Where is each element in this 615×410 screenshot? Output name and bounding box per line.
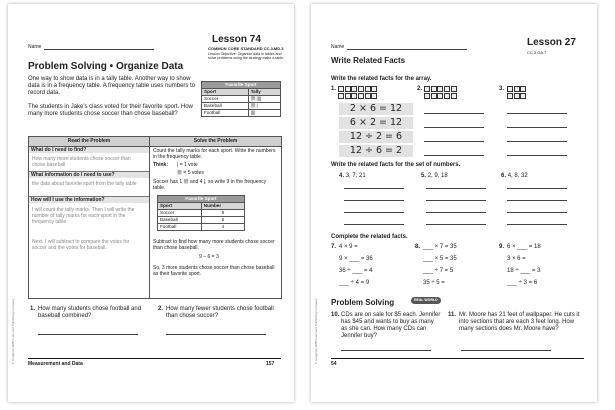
tally-table-title: Favorite Sport xyxy=(202,82,281,89)
footer-rule xyxy=(28,358,281,359)
tally-row-value: 卌 |||| xyxy=(248,96,280,103)
problem-9-number: 9. xyxy=(499,244,505,250)
tally-row-sport: Soccer xyxy=(202,96,249,103)
read-solve-table xyxy=(28,136,282,299)
problem-11-number: 11. xyxy=(448,312,457,318)
freq-row-sport: Baseball xyxy=(158,217,202,224)
answer-line[interactable] xyxy=(507,127,567,128)
fact-line: 6 × ___ = 18 xyxy=(507,244,541,250)
answer-line[interactable] xyxy=(426,212,486,213)
fact-line: ___ ÷ 4 = 9 xyxy=(339,280,370,286)
fact-line: ___ × 5 = 35 xyxy=(423,256,457,262)
footer-unit: Measurement and Data xyxy=(28,361,83,367)
answer-line[interactable] xyxy=(426,188,486,189)
fact-2: 6 × 2 = 12 xyxy=(339,117,413,129)
frequency-table xyxy=(157,195,245,231)
answer-line[interactable] xyxy=(424,155,484,156)
set-5-label xyxy=(421,173,448,180)
tally-row-sport: Baseball xyxy=(202,103,249,110)
fact-line: ___ ÷ 3 = 6 xyxy=(507,280,538,286)
answer-use-next: Next, I will subtract to compare the votes for soccer and the votes for baseball. xyxy=(32,239,130,251)
problem-2-number: 2. xyxy=(417,86,423,92)
answer-line[interactable] xyxy=(507,212,567,213)
answer-line[interactable] xyxy=(507,155,567,156)
fact-line: 4 × 9 = xyxy=(339,244,358,250)
standard-code: CC.3.OA.7 xyxy=(527,50,547,55)
problem-2-answer-line[interactable] xyxy=(166,334,266,335)
answer-line[interactable] xyxy=(344,188,404,189)
problem-7-number: 7. xyxy=(331,244,337,250)
freq-table-title: Favorite Sport xyxy=(158,196,245,203)
lesson-number: Lesson 27 xyxy=(527,37,576,48)
tally-row-value: |||| xyxy=(248,110,280,117)
freq-header-sport: Sport xyxy=(158,203,202,210)
think-one-vote: | = 1 vote xyxy=(177,162,198,168)
fact-line: ___ ÷ 7 = 5 xyxy=(423,268,454,274)
freq-row-sport: Soccer xyxy=(158,210,202,217)
answer-line[interactable] xyxy=(426,200,486,201)
problem-2-number: 2. xyxy=(158,306,164,312)
set-numbers: 4, 8, 32 xyxy=(507,173,528,179)
answer-use: I will count the tally marks. Then I will write the number of tally marks for each sport in the frequency table. xyxy=(32,207,135,225)
real-world-badge: REAL WORLD xyxy=(411,297,441,304)
left-worksheet-page xyxy=(8,4,294,402)
freq-header-number: Number xyxy=(201,203,244,210)
array-2x5 xyxy=(424,86,457,99)
freq-row-number: 4 xyxy=(201,224,244,231)
problem-3-number: 3. xyxy=(499,86,505,92)
instruction-sets: Write the related facts for the set of numbers. xyxy=(331,162,461,168)
name-line[interactable] xyxy=(44,49,154,50)
tally-header-tally: Tally xyxy=(248,89,280,96)
fact-line: ___ × 7 = 35 xyxy=(423,244,457,250)
freq-row-sport: Football xyxy=(158,224,202,231)
problem-1-text: How many students chose football and baseball combined? xyxy=(38,306,142,319)
footer-rule xyxy=(331,358,584,359)
answer-line[interactable] xyxy=(424,141,484,142)
set-number: 6. xyxy=(501,173,507,179)
problem-8-number: 8. xyxy=(415,244,421,250)
problem-11-answer-line[interactable] xyxy=(461,350,551,351)
question-info: What information do I need to use? xyxy=(29,172,149,178)
answer-line[interactable] xyxy=(344,224,404,225)
copyright: © Houghton Mifflin Harcourt Publishing Company xyxy=(11,298,15,364)
set-numbers: 2, 9, 18 xyxy=(427,173,448,179)
answer-line[interactable] xyxy=(507,113,567,114)
fact-1: 2 × 6 = 12 xyxy=(339,103,413,115)
tally-header-sport: Sport xyxy=(202,89,249,96)
problem-11-text: Mr. Moore has 21 feet of wallpaper. He cuts it into sections that are each 3 feet long. How many sections does Mr. Moore have? xyxy=(459,312,580,332)
subtraction-equation: 9 − 6 = 3 xyxy=(199,254,219,260)
answer-line[interactable] xyxy=(507,141,567,142)
problem-1-number: 1. xyxy=(30,306,36,312)
students-question: The students in Jake's class voted for their favorite sport. How many more students chose soccer than chose baseball? xyxy=(28,104,193,117)
column-divider xyxy=(149,146,150,298)
freq-row-number: 9 xyxy=(201,210,244,217)
think-label: Think: xyxy=(153,162,168,168)
array-2x3 xyxy=(507,86,527,99)
tally-table xyxy=(201,81,281,117)
answer-line[interactable] xyxy=(507,200,567,201)
footer-page-number: 157 xyxy=(266,361,275,367)
page-title: Problem Solving • Organize Data xyxy=(28,61,184,72)
problem-1-answer-line[interactable] xyxy=(38,334,138,335)
question-find: What do I need to find? xyxy=(29,147,149,153)
problem-10-answer-line[interactable] xyxy=(341,350,431,351)
solve-step-count: Count the tally marks for each sport. Write the numbers in the frequency table. xyxy=(153,148,276,160)
set-number: 5. xyxy=(421,173,427,179)
answer-line[interactable] xyxy=(424,113,484,114)
answer-line[interactable] xyxy=(507,188,567,189)
problem-solving-title: Problem Solving xyxy=(331,298,395,307)
fact-3: 12 ÷ 2 = 6 xyxy=(339,131,413,143)
set-numbers: 3, 7, 21 xyxy=(345,173,366,179)
freq-row-number: 6 xyxy=(201,217,244,224)
copyright: © Houghton Mifflin Harcourt Publishing Company xyxy=(314,298,318,364)
problem-2-text: How many fewer students chose football than chose soccer? xyxy=(166,306,274,319)
think-five-votes: 卌 = 5 votes xyxy=(177,170,204,176)
page-title: Write Related Facts xyxy=(331,56,406,65)
solve-header: Solve the Problem xyxy=(150,137,281,147)
set-number: 4. xyxy=(339,173,345,179)
solve-step-subtract: Subtract to find how many more students chose soccer than chose baseball. xyxy=(153,239,275,251)
set-4-label xyxy=(339,173,366,180)
standard-code: COMMON CORE STANDARD CC.3.MD.3 xyxy=(208,46,284,51)
array-2x6 xyxy=(338,86,378,99)
fact-line: 18 ÷ ___ = 3 xyxy=(507,268,541,274)
name-label: Name xyxy=(331,44,345,50)
intro-text: One way to show data is in a tally table. Another way to show data is in a frequency table. A frequency table uses numbers to record data. xyxy=(28,76,196,96)
fact-line: 9 × ___ = 36 xyxy=(339,256,373,262)
answer-line[interactable] xyxy=(344,212,404,213)
lesson-objective: Lesson Objective: Organize data in tables and solve problems using the strategy make a table. xyxy=(208,52,285,61)
tally-row-sport: Football xyxy=(202,110,249,117)
answer-line[interactable] xyxy=(426,224,486,225)
answer-info: the data about favorite sport from the tally table xyxy=(32,181,137,187)
problem-10-number: 10. xyxy=(331,312,340,318)
question-use: How will I use the information? xyxy=(29,197,149,203)
fact-line: 35 ÷ 5 = xyxy=(423,280,445,286)
answer-find: How many more students chose soccer than chose baseball xyxy=(32,156,131,168)
solve-step-soccer: Soccer has 1 卌 and 4 |, so write 9 in the frequency table. xyxy=(153,179,267,191)
instruction-arrays: Write the related facts for the array. xyxy=(331,76,432,82)
name-line[interactable] xyxy=(347,49,467,50)
answer-line[interactable] xyxy=(424,127,484,128)
tally-row-value: 卌 | xyxy=(248,103,280,110)
name-label: Name xyxy=(28,44,42,50)
footer-page-number: 54 xyxy=(331,361,337,367)
fact-line: 36 ÷ ___ = 4 xyxy=(339,268,373,274)
answer-line[interactable] xyxy=(507,224,567,225)
fact-4: 12 ÷ 6 = 2 xyxy=(339,145,413,157)
instruction-complete: Complete the related facts. xyxy=(331,234,408,240)
fact-line: 3 × 6 = xyxy=(507,256,526,262)
answer-line[interactable] xyxy=(344,200,404,201)
lesson-number: Lesson 74 xyxy=(212,34,261,45)
read-header: Read the Problem xyxy=(29,137,150,147)
right-worksheet-page xyxy=(311,4,597,402)
problem-1-number: 1. xyxy=(331,86,337,92)
problem-10-text: CDs are on sale for $5 each. Jennifer has $45 and wants to buy as many as she can. How many CDs can Jennifer buy? xyxy=(341,312,441,339)
solve-conclusion: So, 3 more students chose soccer than chose baseball as their favorite sport. xyxy=(153,265,275,277)
set-6-label xyxy=(501,173,528,180)
